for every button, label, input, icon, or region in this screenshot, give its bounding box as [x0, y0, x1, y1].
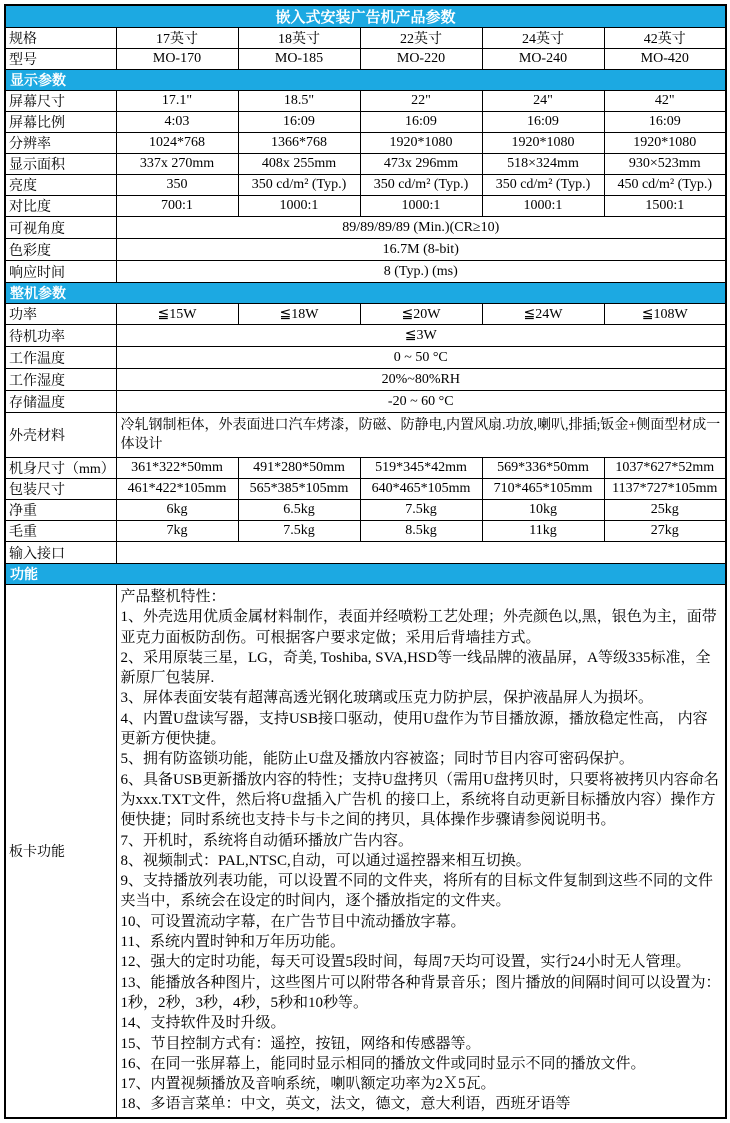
spec-value-cell: 1037*627*52mm [604, 458, 726, 479]
spec-value-cell: 24英寸 [482, 28, 604, 49]
spec-value-cell: 350 cd/m² (Typ.) [360, 175, 482, 196]
feature-line: 9、支持播放列表功能，可以设置不同的文件夹，将所有的目标文件复制到这些不同的文件夹当中，系统会在设定的时间内，逐个播放指定的文件夹。 [120, 873, 714, 910]
table-row [5, 112, 726, 133]
spec-value-cell: MO-220 [360, 49, 482, 70]
spec-value-cell: ≦15W [116, 304, 238, 325]
section-header-row [5, 564, 726, 585]
spec-value-cell: ≦18W [238, 304, 360, 325]
spec-value-cell: MO-170 [116, 49, 238, 70]
feature-line: 2、采用原装三星，LG，奇美, Toshiba, SVA,HSD等一线品牌的液晶屏，A等级335标准，全新原厂包装屏. [120, 649, 711, 687]
spec-value-cell: 337x 270mm [116, 154, 238, 175]
spec-value-cell: 8.5kg [360, 521, 482, 542]
spec-value-cell: ≦3W [116, 325, 726, 347]
table-row [5, 154, 726, 175]
spec-value-cell: 1000:1 [482, 196, 604, 217]
table-row [5, 369, 726, 391]
row-label: 响应时间 [5, 261, 116, 283]
spec-value-cell: 710*465*105mm [482, 479, 604, 500]
row-label: 包装尺寸 [5, 479, 116, 500]
spec-value-cell: 17英寸 [116, 28, 238, 49]
table-row [5, 28, 726, 49]
spec-value-cell: 700:1 [116, 196, 238, 217]
table-row [5, 325, 726, 347]
table-row [5, 479, 726, 500]
spec-value-cell: 17.1" [116, 91, 238, 112]
spec-value-cell: -20 ~ 60 °C [116, 391, 726, 413]
spec-value-cell: 1000:1 [238, 196, 360, 217]
spec-value-cell: MO-240 [482, 49, 604, 70]
table-row [5, 304, 726, 325]
spec-value-cell: 350 cd/m² (Typ.) [238, 175, 360, 196]
table-row [5, 261, 726, 283]
feature-line: 11、系统内置时钟和万年历功能。 [120, 934, 345, 951]
row-label: 工作湿度 [5, 369, 116, 391]
table-title-row [5, 5, 726, 28]
table-row [5, 196, 726, 217]
section-title: 整机参数 [5, 283, 726, 304]
spec-value-cell: 565*385*105mm [238, 479, 360, 500]
table-row [5, 413, 726, 458]
section-header-row [5, 283, 726, 304]
spec-value-cell: 24" [482, 91, 604, 112]
spec-value-cell: 408x 255mm [238, 154, 360, 175]
row-label: 输入接口 [5, 542, 116, 564]
spec-value-cell: 1920*1080 [360, 133, 482, 154]
table-row [5, 585, 726, 1118]
feature-line: 3、屏体表面安装有超薄高透光钢化玻璃或压克力防护层，保护液晶屏人为损坏。 [120, 690, 654, 707]
section-header-row [5, 70, 726, 91]
feature-line: 6、具备USB更新播放内容的特性；支持U盘拷贝（需用U盘拷贝时，只要将被拷贝内容命名为xxx.TXT文件，然后将U盘插入广告机 的接口上，系统将自动更新目标播放内容）操作方便快捷；同时系统也支持卡与卡之间的拷贝，具体操作步骤请参阅说明书。 [120, 771, 719, 829]
spec-value-cell: 20%~80%RH [116, 369, 726, 391]
row-label: 对比度 [5, 196, 116, 217]
spec-value-cell: 4:03 [116, 112, 238, 133]
row-label: 分辨率 [5, 133, 116, 154]
spec-value-cell: 1500:1 [604, 196, 726, 217]
spec-value-cell: 16:09 [482, 112, 604, 133]
feature-line: 12、强大的定时功能，每天可设置5段时间，每周7天均可设置，实行24小时无人管理。 [120, 954, 691, 971]
section-title: 显示参数 [5, 70, 726, 91]
spec-value-cell: 18.5" [238, 91, 360, 112]
spec-value-cell: 1000:1 [360, 196, 482, 217]
spec-value-cell: 450 cd/m² (Typ.) [604, 175, 726, 196]
spec-value-cell: 6kg [116, 500, 238, 521]
product-spec-table [4, 4, 727, 1119]
spec-value-cell: 569*336*50mm [482, 458, 604, 479]
feature-line: 10、可设置流动字幕，在广告节目中流动播放字幕。 [120, 913, 466, 930]
spec-value-cell: 930×523mm [604, 154, 726, 175]
feature-line: 8、视频制式：PAL,NTSC,自动，可以通过遥控器来相互切换。 [120, 852, 531, 869]
table-row [5, 217, 726, 239]
feature-line: 7、开机时，系统将自动循环播放广告内容。 [120, 832, 414, 849]
feature-line: 18、多语言菜单：中文，英文，法文，德文，意大利语，西班牙语等 [120, 1096, 571, 1113]
spec-value-cell: 1920*1080 [604, 133, 726, 154]
spec-value-cell: 89/89/89/89 (Min.)(CR≥10) [116, 217, 726, 239]
row-label: 净重 [5, 500, 116, 521]
row-label: 存储温度 [5, 391, 116, 413]
table-row [5, 239, 726, 261]
spec-value-cell: 491*280*50mm [238, 458, 360, 479]
row-label: 毛重 [5, 521, 116, 542]
table-row [5, 49, 726, 70]
table-row [5, 133, 726, 154]
spec-value-cell: 519*345*42mm [360, 458, 482, 479]
table-row [5, 391, 726, 413]
spec-value-cell: 1920*1080 [482, 133, 604, 154]
spec-value-cell: 18英寸 [238, 28, 360, 49]
spec-value-cell: 461*422*105mm [116, 479, 238, 500]
spec-value-cell: 473x 296mm [360, 154, 482, 175]
spec-value-cell: 16:09 [604, 112, 726, 133]
table-row [5, 542, 726, 564]
spec-value-cell: 1366*768 [238, 133, 360, 154]
table-row [5, 91, 726, 112]
table-row [5, 175, 726, 196]
row-label: 可视角度 [5, 217, 116, 239]
spec-table-body [5, 5, 726, 1118]
spec-value-cell: 42" [604, 91, 726, 112]
feature-line: 17、内置视频播放及音响系统，喇叭额定功率为2Ｘ5瓦。 [120, 1076, 496, 1093]
feature-line: 产品整机特性： [120, 589, 226, 605]
row-label: 亮度 [5, 175, 116, 196]
spec-value-cell: 361*322*50mm [116, 458, 238, 479]
spec-value-cell: MO-185 [238, 49, 360, 70]
row-label: 规格 [5, 28, 116, 49]
table-row [5, 500, 726, 521]
spec-value-cell: ≦24W [482, 304, 604, 325]
spec-value-cell: 7.5kg [238, 521, 360, 542]
spec-value-cell: 1024*768 [116, 133, 238, 154]
spec-value-cell [116, 542, 726, 564]
feature-line: 14、支持软件及时升级。 [120, 1015, 286, 1032]
spec-value-cell: 350 [116, 175, 238, 196]
table-row [5, 347, 726, 369]
features-cell [116, 585, 726, 1118]
row-label: 待机功率 [5, 325, 116, 347]
spec-value-cell: 8 (Typ.) (ms) [116, 261, 726, 283]
spec-value-cell: ≦20W [360, 304, 482, 325]
spec-value-cell: ≦108W [604, 304, 726, 325]
spec-value-cell: 7kg [116, 521, 238, 542]
spec-value-cell: 350 cd/m² (Typ.) [482, 175, 604, 196]
row-label: 功率 [5, 304, 116, 325]
spec-value-cell: 0 ~ 50 °C [116, 347, 726, 369]
spec-value-cell: 7.5kg [360, 500, 482, 521]
page-title: 嵌入式安装广告机产品参数 [5, 5, 726, 28]
feature-line: 16、在同一张屏幕上，能同时显示相同的播放文件或同时显示不同的播放文件。 [120, 1055, 646, 1072]
spec-value-cell: 10kg [482, 500, 604, 521]
spec-value-cell: 1137*727*105mm [604, 479, 726, 500]
feature-line: 4、内置U盘读写器，支持USB接口驱动，使用U盘作为节目播放源，播放稳定性高， 内容更新方便快捷。 [120, 710, 708, 748]
spec-value-cell: 16.7M (8-bit) [116, 239, 726, 261]
spec-value-cell: 42英寸 [604, 28, 726, 49]
spec-value-cell: 6.5kg [238, 500, 360, 521]
spec-value-cell: 16:09 [360, 112, 482, 133]
spec-value-cell: 16:09 [238, 112, 360, 133]
table-row [5, 458, 726, 479]
row-label: 工作温度 [5, 347, 116, 369]
spec-value-cell: 25kg [604, 500, 726, 521]
row-label: 屏幕尺寸 [5, 91, 116, 112]
spec-value-cell: 冷轧钢制柜体，外表面进口汽车烤漆，防磁、防静电,内置风扇.功放,喇叭,排插;钣金+侧面型材成一体设计 [116, 413, 726, 458]
feature-line: 15、节目控制方式有：遥控，按钮，网络和传感器等。 [120, 1035, 481, 1052]
section-title: 功能 [5, 564, 726, 585]
row-label: 型号 [5, 49, 116, 70]
feature-line: 1、外壳选用优质金属材料制作，表面并经喷粉工艺处理；外壳颜色以,黑，银色为主，面带亚克力面板防刮伤。可根据客户要求定做；采用后背墙挂方式。 [120, 609, 717, 646]
row-label: 板卡功能 [5, 585, 116, 1118]
spec-value-cell: 11kg [482, 521, 604, 542]
row-label: 机身尺寸（mm） [5, 458, 116, 479]
table-row [5, 521, 726, 542]
spec-value-cell: 22英寸 [360, 28, 482, 49]
spec-value-cell: 22" [360, 91, 482, 112]
spec-value-cell: 640*465*105mm [360, 479, 482, 500]
spec-value-cell: MO-420 [604, 49, 726, 70]
spec-value-cell: 518×324mm [482, 154, 604, 175]
feature-line: 5、拥有防盗锁功能，能防止U盘及播放内容被盗；同时节目内容可密码保护。 [120, 751, 634, 768]
row-label: 显示面积 [5, 154, 116, 175]
feature-line: 13、能播放各种图片，这些图片可以附带各种背景音乐；图片播放的间隔时间可以设置为：1秒，2秒，3秒，4秒，5秒和10秒等。 [120, 974, 721, 1011]
spec-value-cell: 27kg [604, 521, 726, 542]
row-label: 屏幕比例 [5, 112, 116, 133]
row-label: 色彩度 [5, 239, 116, 261]
row-label: 外壳材料 [5, 413, 116, 458]
